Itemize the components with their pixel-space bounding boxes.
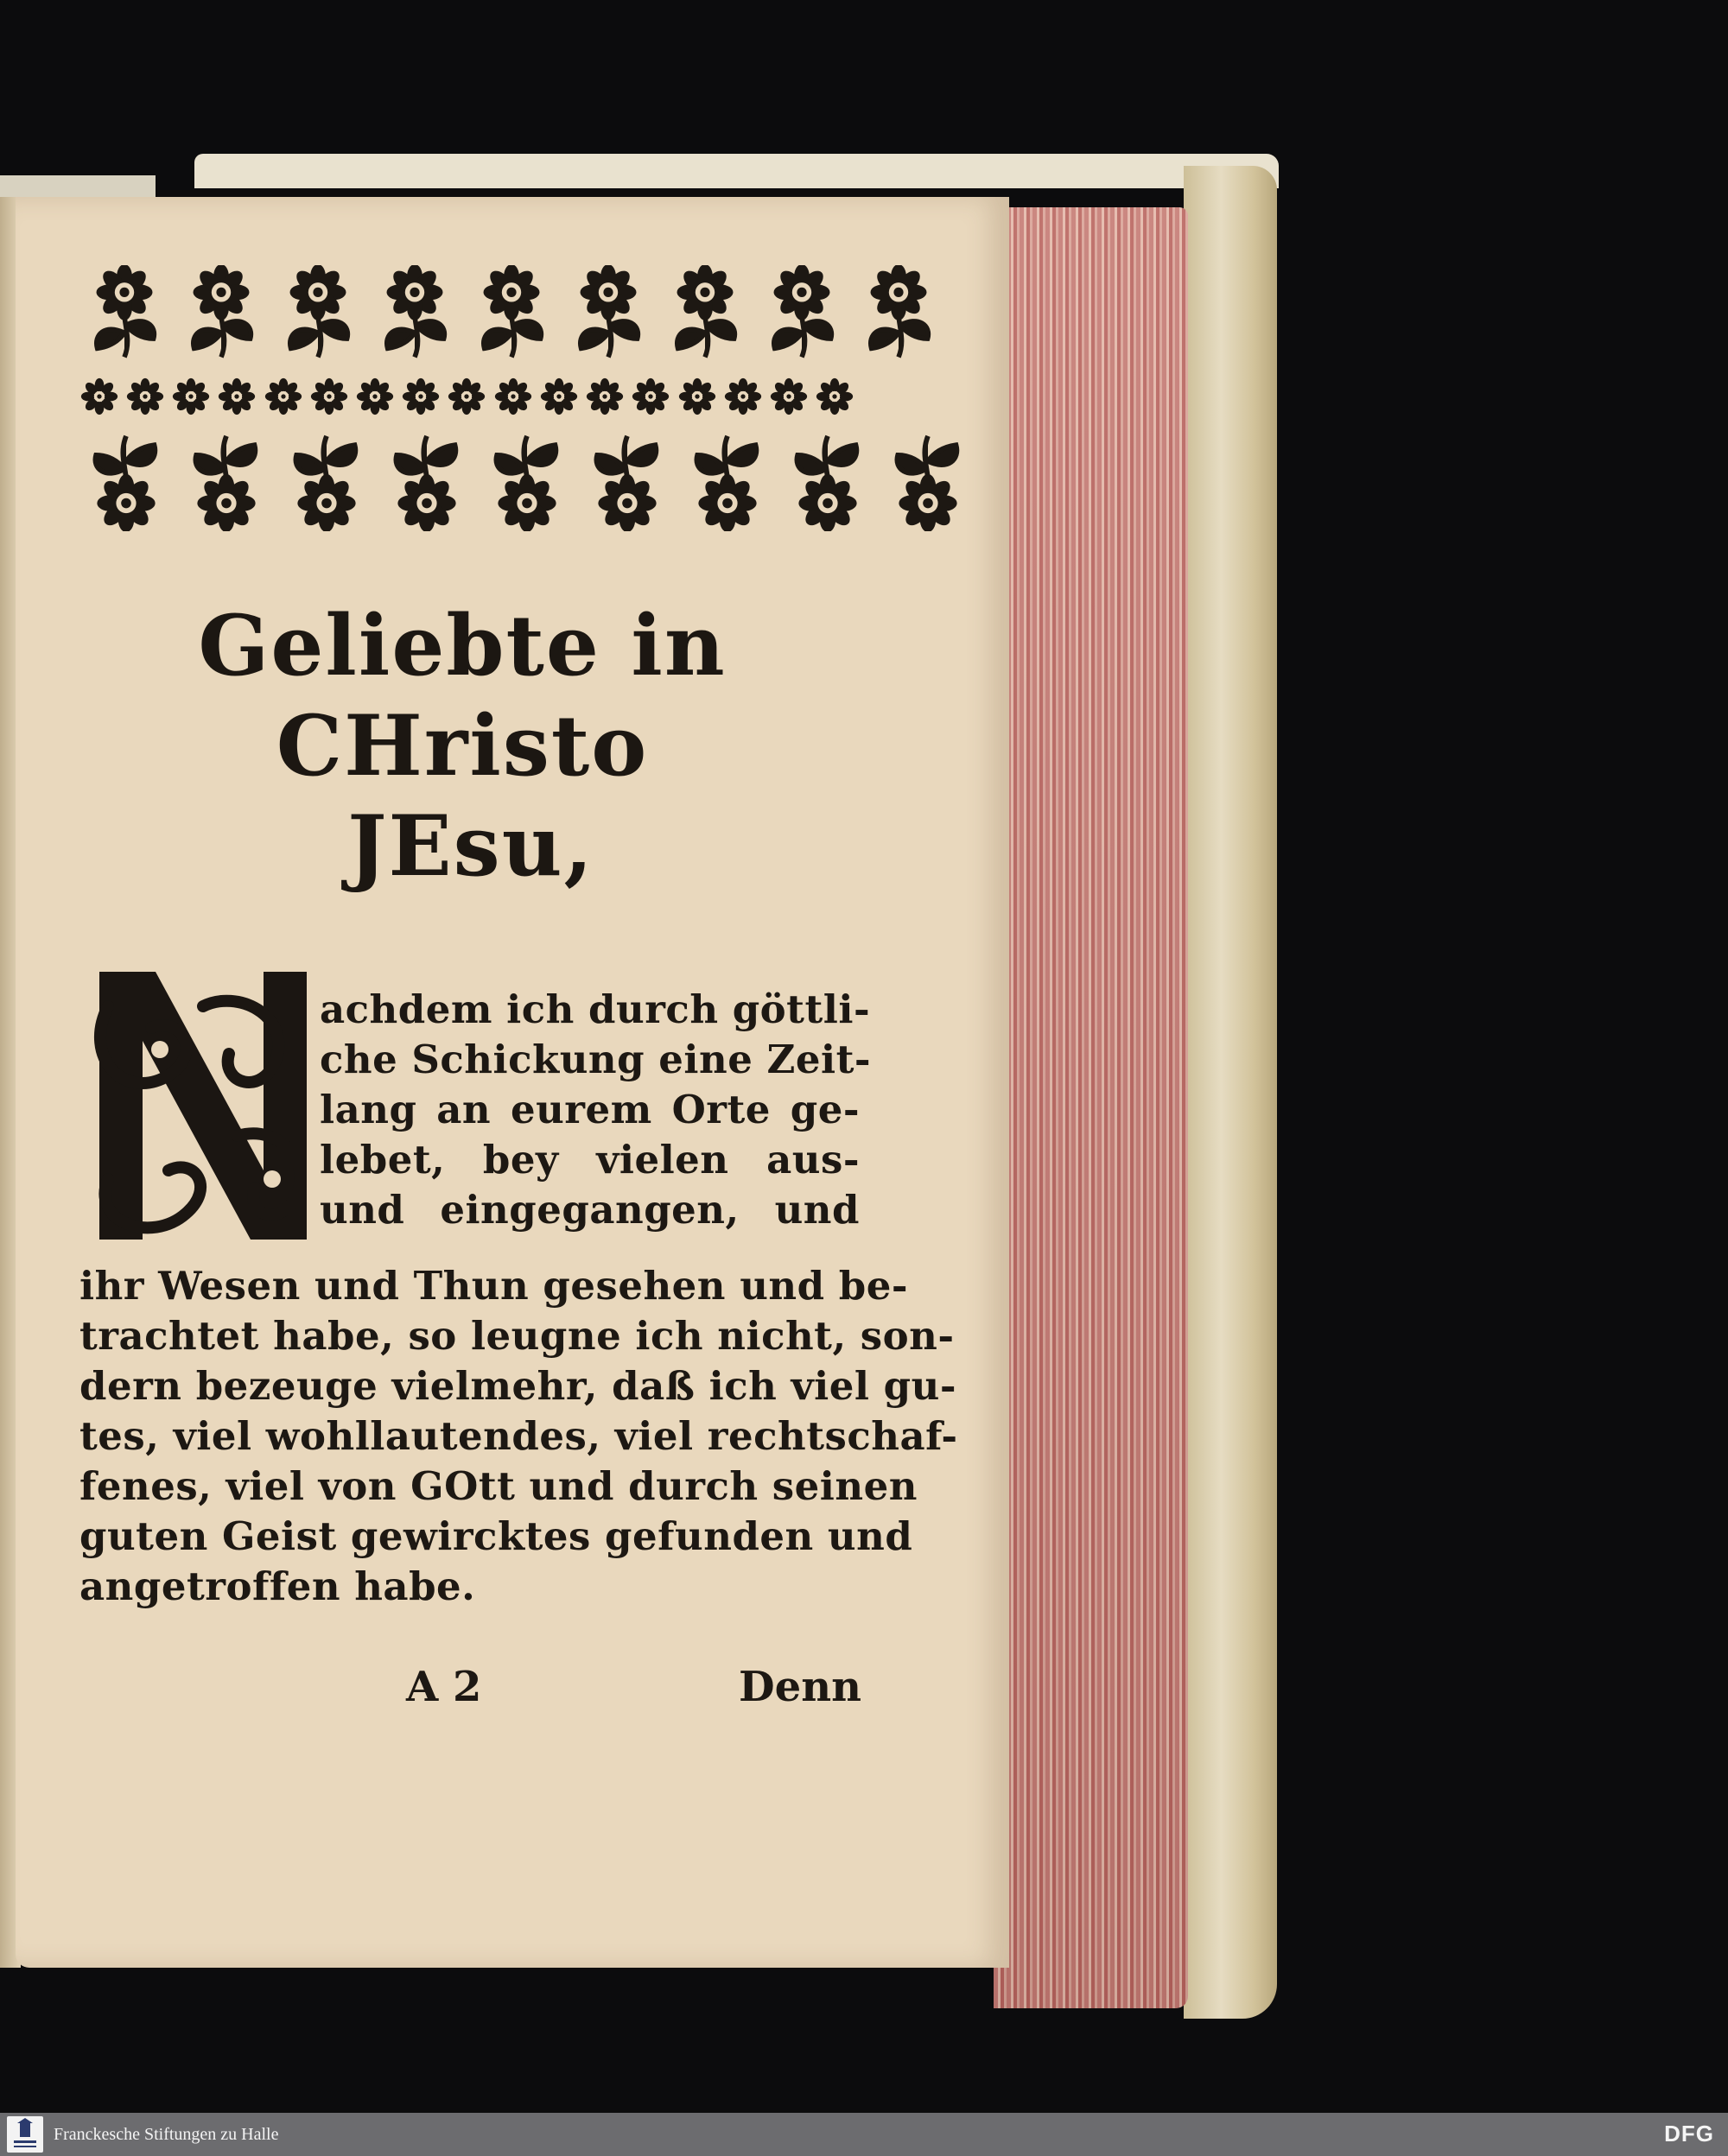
flower-ornament-icon xyxy=(377,431,477,531)
heading-line-2: JEsu, xyxy=(347,797,594,895)
body-line-1: ihr Wesen und Thun gesehen und be- xyxy=(79,1263,909,1309)
ornament-cell xyxy=(444,377,490,415)
rosette-ornament-icon xyxy=(724,377,762,415)
ornament-cell xyxy=(490,377,536,415)
rosette-ornament-icon xyxy=(80,377,118,415)
ornament-cell xyxy=(306,377,352,415)
ornament-band xyxy=(76,259,858,544)
ornament-cell xyxy=(352,377,397,415)
catchword: Denn xyxy=(739,1663,861,1711)
rosette-ornament-icon xyxy=(632,377,670,415)
page-footer-row xyxy=(406,1663,861,1718)
ornament-cell xyxy=(657,265,753,362)
ornament-cell xyxy=(366,265,463,362)
body-line-5: fenes, viel von GOtt und durch seinen xyxy=(79,1463,918,1509)
ornament-cell xyxy=(76,431,176,531)
signature-mark: A 2 xyxy=(406,1663,482,1711)
body-line-7: angetroffen habe. xyxy=(79,1563,476,1609)
ornament-cell xyxy=(628,377,674,415)
ornament-cell xyxy=(173,265,270,362)
ornament-row-flowers-top xyxy=(76,259,858,367)
building-icon xyxy=(7,2116,43,2153)
ornament-row-flowers-bottom xyxy=(76,426,858,536)
ornament-cell xyxy=(176,431,276,531)
ornament-cell xyxy=(850,265,947,362)
dfg-logo: DFG xyxy=(1664,2121,1714,2146)
body-line-6: guten Geist gewircktes gefunden und xyxy=(79,1513,913,1559)
flower-ornament-icon xyxy=(577,431,677,531)
rosette-ornament-icon xyxy=(310,377,348,415)
rosette-ornament-icon xyxy=(678,377,716,415)
rosette-ornament-icon xyxy=(356,377,394,415)
body-line-2: trachtet habe, so leugne ich nicht, son- xyxy=(79,1313,955,1359)
book-cover-top xyxy=(194,154,1279,188)
ornament-cell xyxy=(477,431,577,531)
rosette-ornament-icon xyxy=(494,377,532,415)
rosette-ornament-icon xyxy=(816,377,854,415)
ornament-cell xyxy=(778,431,878,531)
ornament-cell xyxy=(122,377,168,415)
flower-ornament-icon xyxy=(477,431,577,531)
flower-ornament-icon xyxy=(753,265,850,362)
rosette-ornament-icon xyxy=(218,377,256,415)
ornament-cell xyxy=(536,377,581,415)
rosette-ornament-icon xyxy=(540,377,578,415)
ornament-cell xyxy=(276,431,377,531)
dropcap-n-ornament xyxy=(73,954,324,1252)
rosette-ornament-icon xyxy=(264,377,302,415)
ornament-cell xyxy=(878,431,978,531)
institution-logo-icon xyxy=(7,2116,43,2153)
ornament-cell xyxy=(582,377,628,415)
flower-ornament-icon xyxy=(270,265,366,362)
ornament-cell xyxy=(720,377,766,415)
ornament-cell xyxy=(168,377,213,415)
ornament-cell xyxy=(560,265,657,362)
flower-ornament-icon xyxy=(366,265,463,362)
intro-line-5: und eingegangen, und xyxy=(320,1187,860,1233)
intro-line-3: lang an eurem Orte ge- xyxy=(320,1087,860,1132)
ornament-cell xyxy=(766,377,812,415)
ornament-cell xyxy=(753,265,850,362)
body-text-block xyxy=(79,1261,958,1612)
rosette-ornament-icon xyxy=(126,377,164,415)
body-line-3: dern bezeuge vielmehr, daß ich viel gu- xyxy=(79,1363,956,1409)
page-fore-edge-shade xyxy=(994,207,1188,2008)
flower-ornament-icon xyxy=(463,265,560,362)
rosette-ornament-icon xyxy=(172,377,210,415)
flower-ornament-icon xyxy=(560,265,657,362)
flower-ornament-icon xyxy=(76,265,173,362)
rosette-ornament-icon xyxy=(770,377,808,415)
flower-ornament-icon xyxy=(173,265,270,362)
body-line-4: tes, viel wohllautendes, viel rechtschaf- xyxy=(79,1413,958,1459)
flower-ornament-icon xyxy=(657,265,753,362)
ornament-cell xyxy=(377,431,477,531)
rosette-ornament-icon xyxy=(586,377,624,415)
intro-line-4: lebet, bey vielen aus- xyxy=(320,1137,860,1183)
flower-ornament-icon xyxy=(677,431,778,531)
ornament-cell xyxy=(76,265,173,362)
flower-ornament-icon xyxy=(276,431,377,531)
ornament-cell xyxy=(674,377,720,415)
flower-ornament-icon xyxy=(176,431,276,531)
flower-ornament-icon xyxy=(850,265,947,362)
flower-ornament-icon xyxy=(778,431,878,531)
ornament-cell xyxy=(677,431,778,531)
ornament-cell xyxy=(812,377,858,415)
intro-line-1: achdem ich durch göttli- xyxy=(320,986,871,1032)
page-heading xyxy=(60,596,864,897)
ornament-cell xyxy=(463,265,560,362)
ornament-cell xyxy=(577,431,677,531)
book-cover-right xyxy=(1184,166,1277,2019)
ornament-cell xyxy=(260,377,306,415)
ornament-cell xyxy=(214,377,260,415)
intro-text-block xyxy=(320,985,872,1235)
ornament-cell xyxy=(76,377,122,415)
institution-name: Franckesche Stiftungen zu Halle xyxy=(54,2125,279,2144)
ornament-cell xyxy=(270,265,366,362)
ornament-row-rosettes xyxy=(76,374,858,419)
flower-ornament-icon xyxy=(76,431,176,531)
flower-ornament-icon xyxy=(878,431,978,531)
ornament-cell xyxy=(398,377,444,415)
heading-line-1: Geliebte in CHristo xyxy=(198,597,727,795)
intro-line-2: che Schickung eine Zeit- xyxy=(320,1037,872,1082)
rosette-ornament-icon xyxy=(402,377,440,415)
rosette-ornament-icon xyxy=(448,377,486,415)
